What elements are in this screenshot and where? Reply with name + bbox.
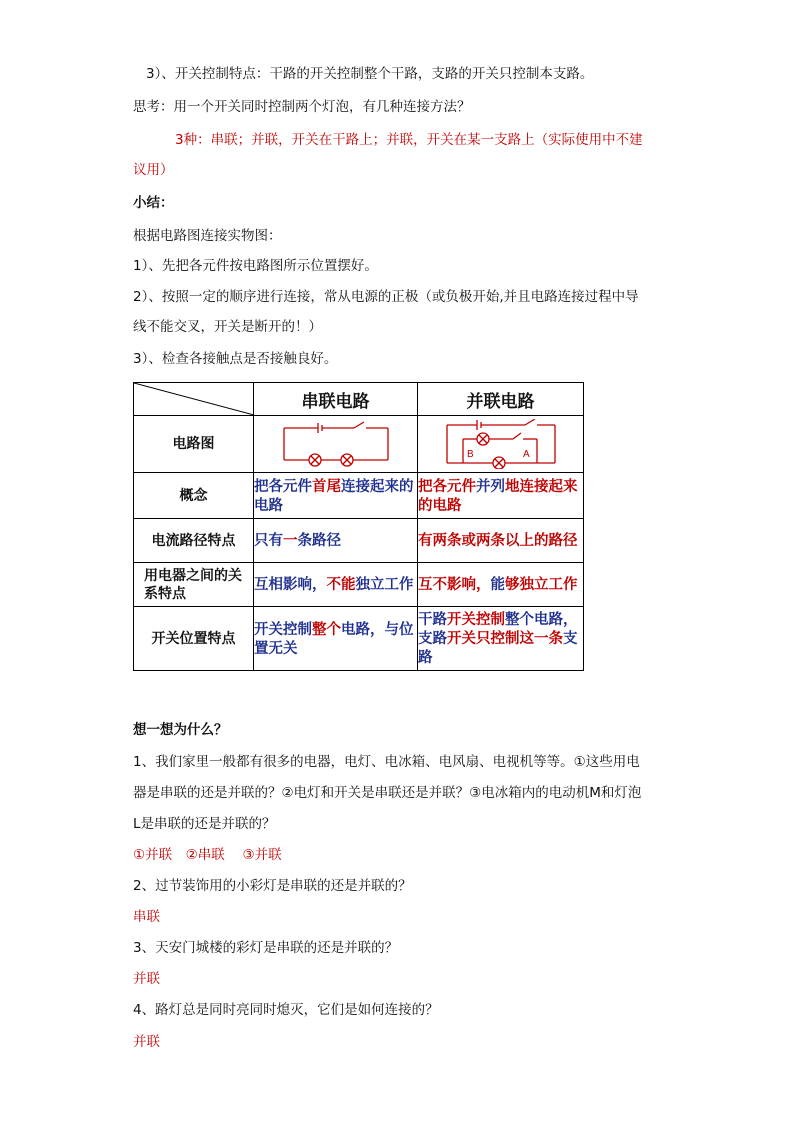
answer-3: 并联 xyxy=(133,971,160,987)
summary-heading: 小结： xyxy=(133,195,174,211)
cell-text-segment: 连接起来的电路 xyxy=(254,477,414,514)
series-circuit-cell xyxy=(254,416,418,473)
cell-text-segment: 把各元件 xyxy=(254,477,312,495)
parallel-switch xyxy=(418,607,584,671)
cell-text-segment: 互相影响， xyxy=(254,576,327,593)
header-series: 串联电路 xyxy=(254,383,418,416)
cell-text-segment: 把各元件 xyxy=(418,477,476,495)
parallel-circuit-diagram xyxy=(441,419,561,469)
row-label-switch: 开关位置特点 xyxy=(134,607,254,671)
cell-text-segment: 并列 xyxy=(476,477,505,495)
cell-text-segment: 够独立工作 xyxy=(505,576,578,593)
row-label-relation: 用电器之间的关系特点 xyxy=(134,563,254,607)
answer-line-1: 3种：串联；并联，开关在干路上；并联，开关在某一支路上（实际使用中不建 xyxy=(175,132,643,148)
think-question-line: 思考：用一个开关同时控制两个灯泡，有几种连接方法？ xyxy=(133,99,471,115)
cell-text-segment: 干路 xyxy=(418,611,447,628)
cell-text-segment: 互不影响， xyxy=(418,576,491,593)
summary-step-1: 1）、先把各元件按电路图所示位置摆好。 xyxy=(133,258,378,274)
series-concept xyxy=(254,473,418,519)
series-switch xyxy=(254,607,418,671)
cell-text-segment: 开关只控制这一条 xyxy=(447,630,563,647)
switch-feature-line: 3）、开关控制特点：干路的开关控制整个干路，支路的开关只控制本支路。 xyxy=(146,66,594,82)
comparison-table xyxy=(133,382,584,671)
row-label-diagram: 电路图 xyxy=(134,416,254,473)
summary-step-3: 3）、检查各接触点是否接触良好。 xyxy=(133,351,338,367)
cell-text-segment: 整个 xyxy=(312,620,341,638)
cell-text-segment: 不能 xyxy=(326,576,356,593)
parallel-relation xyxy=(418,563,584,607)
cell-text-segment: 整个电路，支路 xyxy=(418,611,578,647)
cell-text-segment: 有两条或两条以上的路径 xyxy=(418,532,578,549)
cell-text-segment: 能 xyxy=(490,576,505,593)
cell-text-segment: 开关控制 xyxy=(254,620,312,638)
series-circuit-diagram xyxy=(276,420,396,468)
corner-cell xyxy=(134,383,254,416)
cell-text-segment: 一 xyxy=(283,532,298,549)
cell-text-segment: 条路径 xyxy=(297,532,341,549)
answer-2: 串联 xyxy=(133,909,160,925)
cell-text-segment: 独立工作 xyxy=(355,576,414,593)
question-1-line-3: L是串联的还是并联的？ xyxy=(133,816,276,832)
question-1-line-2: 器是串联的还是并联的？②电灯和开关是串联还是并联？③电冰箱内的电动机M和灯泡 xyxy=(133,785,642,801)
point-b-label: B xyxy=(466,449,474,460)
summary-intro: 根据电路图连接实物图： xyxy=(133,228,282,244)
cell-text-segment: 支路 xyxy=(418,630,578,666)
summary-step-2a: 2）、按照一定的顺序进行连接，常从电源的正极（或负极开始,并且电路连接过程中导 xyxy=(133,289,639,305)
question-1-line-1: 1、我们家里一般都有很多的电器，电灯、电冰箱、电风扇、电视机等等。①这些用电 xyxy=(133,754,640,770)
parallel-current-path xyxy=(418,519,584,563)
parallel-concept xyxy=(418,473,584,519)
think-heading: 想一想为什么？ xyxy=(133,722,228,738)
question-3: 3、天安门城楼的彩灯是串联的还是并联的？ xyxy=(133,940,399,956)
answer-1: ①并联 ②串联 ③并联 xyxy=(133,847,282,863)
row-label-current-path: 电流路径特点 xyxy=(134,519,254,563)
cell-text-segment: 电路，与位置无关 xyxy=(254,620,414,657)
series-current-path xyxy=(254,519,418,563)
parallel-circuit-cell xyxy=(418,416,584,473)
summary-step-2b: 线不能交叉，开关是断开的！） xyxy=(133,319,322,335)
point-a-label: A xyxy=(522,449,530,460)
series-relation xyxy=(254,563,418,607)
cell-text-segment: 开关控制 xyxy=(447,611,505,628)
answer-4: 并联 xyxy=(133,1034,160,1050)
question-4: 4、路灯总是同时亮同时熄灭，它们是如何连接的？ xyxy=(133,1002,439,1018)
cell-text-segment: 只有 xyxy=(254,532,283,549)
cell-text-segment: 首尾 xyxy=(312,477,341,495)
cell-text-segment: 地连接起来的电路 xyxy=(418,477,578,514)
diagonal-line xyxy=(134,383,254,415)
answer-line-2: 议用） xyxy=(133,162,174,178)
header-parallel: 并联电路 xyxy=(418,383,584,416)
question-2: 2、过节装饰用的小彩灯是串联的还是并联的？ xyxy=(133,878,412,894)
row-label-concept: 概念 xyxy=(134,473,254,519)
